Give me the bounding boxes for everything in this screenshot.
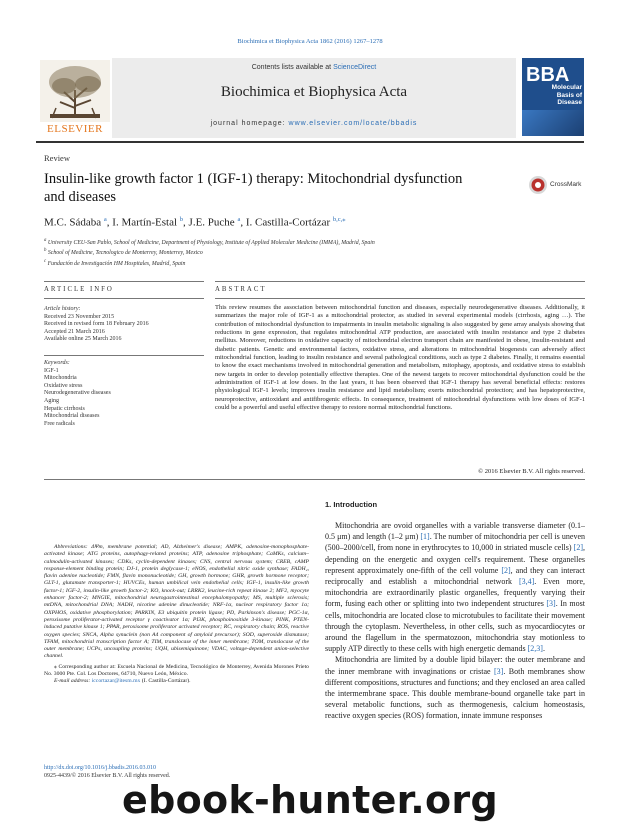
watermark: ebook-hunter.org (122, 778, 498, 822)
article-info-rule-2 (44, 355, 204, 356)
affiliation-text: School of Medicine, Tecnologico de Monterrey, Monterrey, Mexico (47, 250, 203, 257)
keyword: Mitochondria (44, 375, 77, 382)
citation-link[interactable]: [3,4] (518, 577, 535, 587)
text-run: . Even more, mitochondria are extraordinarily plastic organelles, frequently varying their form, fusing each other or splitting into two independent structures (325, 577, 585, 609)
keyword: Hepatic cirrhosis (44, 405, 85, 412)
affiliation-text: University CEU-San Pablo, School of Medicine, Department of Physiology, Institute of Applied Molecular Medicine (IMMA), Madrid, Spain (47, 239, 375, 246)
history-item: Accepted 21 March 2016 (44, 328, 105, 335)
introduction-body (325, 520, 585, 770)
crossmark-icon (528, 175, 548, 195)
issn-line: 0925-4439/© 2016 Elsevier B.V. All rights reserved. (44, 773, 171, 779)
history-label: Article history: (44, 306, 81, 312)
contents-prefix: Contents lists available at (251, 64, 334, 71)
doi-link[interactable]: http://dx.doi.org/10.1016/j.bbadis.2016.03.010 (44, 765, 157, 771)
text-run: Mitochondria are limited by a double lipid bilayer: the outer membrane and the inner membrane with invaginations or cristae (325, 655, 585, 676)
contents-line (112, 64, 516, 71)
elsevier-wordmark: ELSEVIER (47, 123, 103, 135)
homepage-link[interactable]: www.elsevier.com/locate/bbadis (288, 120, 418, 127)
author-affil-sup[interactable]: b (179, 216, 184, 223)
keyword: Neurodegenerative diseases (44, 390, 111, 397)
text-run: , depending on the energetic and oxygen cell's requirement. These organelles represent approximately one-fifth of the cell volume (325, 543, 585, 575)
citation-link[interactable]: [3] (546, 599, 556, 609)
journal-reference[interactable]: Biochimica et Biophysica Acta 1862 (2016) 1267–1278 (237, 38, 383, 45)
email-link[interactable]: iccortazar@itesm.mx (91, 678, 141, 685)
article-history (44, 306, 204, 344)
crossmark-label: CrossMark (550, 181, 582, 188)
article-info-heading: ARTICLE INFO (44, 286, 114, 293)
abstract-heading: ABSTRACT (215, 286, 267, 293)
citation-link[interactable]: [2,3] (527, 644, 543, 654)
affiliation (44, 247, 584, 257)
citation-link[interactable]: [2] (501, 565, 511, 575)
history-item: Received in revised form 18 February 2016 (44, 321, 149, 328)
affiliation-sup: b (44, 248, 47, 254)
journal-title: Biochimica et Biophysica Acta (220, 84, 408, 100)
author[interactable]: I. Martín-Estal (112, 216, 178, 229)
footnotes (44, 544, 309, 686)
cover-line-1: Molecular (551, 84, 582, 91)
cover-bba: BBA (526, 64, 570, 86)
author-list: M.C. Sádaba $^a$, I. Martín-Estal $^b$, J.E. Puche $^a$, I. Castilla-Cortázar $^{b,c,⁎}$ (44, 216, 346, 229)
abstract-rule-top (215, 281, 585, 282)
citation-link[interactable]: [3] (494, 666, 504, 676)
keyword: Free radicals (44, 420, 75, 427)
keywords (44, 360, 204, 428)
abstract-copyright: © 2016 Elsevier B.V. All rights reserved. (478, 468, 585, 475)
header-divider (36, 141, 584, 143)
elsevier-logo (36, 58, 114, 138)
abstract-rule-bottom (44, 479, 585, 480)
article-info-rule-top (44, 281, 204, 282)
journal-header (112, 58, 516, 138)
cover-line-2: Basis of (556, 91, 582, 99)
affiliations (44, 237, 584, 268)
citation-link[interactable]: [1] (420, 532, 430, 542)
text-run: Mitochondria are ovoid organelles with a variable transverse diameter (0.1–0.5 μm) and length (1–2 μm) (325, 521, 585, 542)
affiliation-text: Fundación de Investigación HM Hospitales, Madrid, Spain (47, 260, 186, 267)
keyword: Aging (44, 397, 59, 404)
cover-line-3: Disease (557, 99, 582, 106)
article-type: Review (44, 153, 70, 163)
affiliation (44, 237, 584, 247)
homepage-prefix: journal homepage: (210, 120, 289, 127)
history-item: Available online 25 March 2016 (44, 336, 122, 343)
section-heading-introduction: 1. Introduction (325, 500, 378, 509)
text-run: . Both membranes show different compositions, structures and functions; and they enclosed an area called the intermembrane space. This double membrane-bound organelle take part in several metabolic functions, such as thermogenesis, calcium homeostasis, reactive oxygen species (ROS) formation, innate immune responses (325, 666, 585, 721)
text-run: , and they can interact reciprocally and establish a mitochondrial network (325, 565, 585, 587)
paragraph (325, 654, 585, 721)
abstract-rule (215, 298, 585, 299)
email-label: E-mail address: (54, 678, 92, 685)
corresponding-author: ⁎ Corresponding author at: Escuela Nacional de Medicina, Tecnológico de Monterrey, Avenida Morones Prieto No. 3000 Pte. Col. Los Doctores, 64710, Nuevo León, México. (44, 663, 309, 678)
text-run: . (542, 644, 545, 654)
article-info-rule (44, 298, 204, 299)
author[interactable]: I. Castilla-Cortázar (245, 216, 331, 229)
author[interactable]: M.C. Sádaba (44, 216, 102, 229)
abstract-text: This review resumes the association between mitochondrial function and diseases, especially neurodegenerative diseases. Additionally, it summarizes the major role of IGF-1 as a mitochondrial protector, as studied in several experimental models (cirrhosis, aging …). The contribution of mitochondrial dysfunction to impairments in insulin metabolic signaling is also suggested by gene array analysis showing that reductions in gene expression, that regulates mitochondrial ATP production, are associated with insulin resistance and type 2 diabetes mellitus. Moreover, reductions in oxidative capacity of mitochondrial electron transport chain are manifested in obese, insulin-resistant and diabetic patients. Genetic and environmental factors, oxidative stress, and alterations in mitochondrial biogenesis can adversely affect mitochondrial function, leading to insulin resistance and several pathological conditions, such as type 2 diabetes. Finally, it remains essential to know the exact mechanisms involved in mitochondrial generation and metabolism, mitophagy, apoptosis, and oxidative stress to establish new targets in order to develop potentially effective therapies. One of the newest targets to recover mitochondrial dysfunction could be the administration of IGF-1 at low doses. In the last years, it has been observed that IGF-1 therapy has several beneficial effects: restores physiological IGF-1 levels; improves insulin resistance and lipid metabolism; exerts mitochondrial protection; and has hepatoprotective, neuroprotective, antioxidant and antifibrogenic effects. In consequence, treatment of mitochondrial dysfunctions with low doses of IGF-1 could be a powerful and useful effective therapy to restore normal mitochondrial functions. (215, 304, 585, 412)
sciencedirect-link[interactable]: ScienceDirect (333, 64, 377, 71)
article-title: Insulin-like growth factor 1 (IGF-1) therapy: Mitochondrial dysfunction and diseases (44, 171, 463, 205)
author[interactable]: J.E. Puche (188, 216, 235, 229)
keyword: Mitochondrial diseases (44, 413, 100, 420)
affiliation (44, 258, 584, 268)
author-affil-sup[interactable]: a (103, 216, 107, 223)
paragraph (325, 520, 585, 654)
text-run: . In most cells, mitochondria are located close to microtubules to facilitate their movement through the cytoplasm. Nevertheless, in other cells, such as myocardiocytes or around the flagellum in the spermatozoon, mitochondria stay motionless to supply ATP directly to these cells with high energetic demands (325, 599, 585, 654)
email-line (44, 678, 309, 685)
affiliation-sup: a (44, 238, 47, 243)
abbreviations: Abbreviations: ΔΨm, membrane potential; AD, Alzheimer's disease; AMPK, adenosine-monophosphate-activated kinase; ATG proteins, autophagy-related proteins; ATP, adenosine triphosphate; CaMKs, calcium–calmodulin-activated kinases; CDKs, cyclin-dependent kinases; CNS, central nervous system; CREB, cAMP response-element binding protein; DJ-1, protein deglycase-1; eNOS, endothelial nitric oxide synthase; FADH₂, flavin adenine nucleotide; FMN, flavin mononucleotide; GH, growth hormone; GHR, growth hormone receptor; GLT-1, glutamate transporter-1; HUVCEs, human umbilical vein endothelial cells; IGF-1, insulin-like growth factor-1; IGF-2, insulin-like growth factor-2; KO, knock-out; LRRK2, leucine-rich repeat kinase 2; MF2, myocyte enhancer factor-2; MNGIE, mitochondrial neurogastrointestinal encephalomyopathy; MS, multiple sclerosis; mtDNA, mitochondrial DNA; NADH, nicotine adenine dinucleotide; NRF-1α, nuclear respiratory factor 1α; OXPHOS, oxidative phosphorylation; PARKIN, E3 ubiquitin protein ligase; PD, Parkinson's disease; PGC-1α, peroxisome proliferator-activated receptor γ coactivator 1α; PI3K, phosphoinositide 3-kinase; PINK, PTEN-induced putative kinase 1; PPAR, peroxisome proliferator activated receptor; RC, respiratory chain; ROS, reactive oxygen species; SNCA, Alpha synuclein (non A4 component of amyloid precursor); SOD, superoxide dismutase; TFAM, mitochondrial transcription factor A; TIM, translocase of the inner membrane; TOM, translocase of the outer membrane; UCPs, uncoupling proteins; UQH, ubisemiquinone; VDAC, voltage-dependent anion-selective channel. (44, 544, 309, 660)
keyword: IGF-1 (44, 367, 59, 374)
homepage-line (112, 120, 516, 127)
keyword: Oxidative stress (44, 382, 83, 389)
email-suffix: (I. Castilla-Cortázar). (140, 678, 191, 685)
affiliation-sup: c (44, 258, 47, 264)
text-run: . The number of mitochondria per cell is uneven (500–2000/cell, from none in erythrocytes to 10,000 in striated muscle cells) (325, 532, 585, 553)
author-affil-sup[interactable]: b,c,⁎ (332, 216, 346, 223)
author-affil-sup[interactable]: a (237, 216, 241, 223)
history-item: Received 23 November 2015 (44, 313, 115, 320)
keywords-label: Keywords: (44, 360, 70, 366)
citation-link[interactable]: [2] (573, 543, 583, 553)
cover-artwork (522, 110, 584, 136)
cover-subtitle (534, 84, 582, 107)
journal-cover (522, 58, 584, 136)
